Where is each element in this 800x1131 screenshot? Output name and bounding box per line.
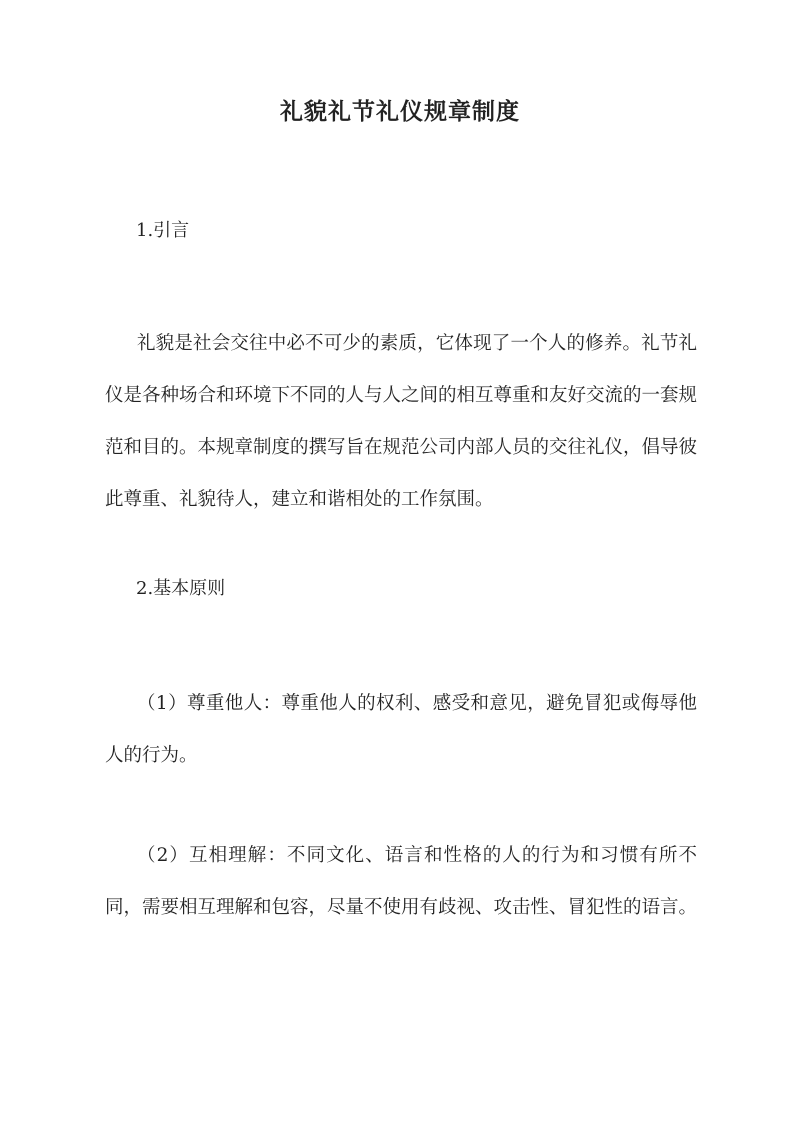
document-title: 礼貌礼节礼仪规章制度 — [280, 98, 520, 125]
section-heading-introduction: 1.引言 — [136, 220, 190, 241]
paragraph-principle-understanding: （2）互相理解：不同文化、语言和性格的人的行为和习惯有所不同，需要相互理解和包容，尽量不使用有歧视、攻击性、冒犯性的语言。 — [105, 845, 698, 918]
section-heading-basic-principles: 2.基本原则 — [136, 578, 226, 599]
paragraph-introduction: 礼貌是社会交往中必不可少的素质，它体现了一个人的修养。礼节礼仪是各种场合和环境下不同的人与人之间的相互尊重和友好交流的一套规范和目的。本规章制度的撰写旨在规范公司内部人员的交往礼仪，倡导彼此尊重、礼貌待人，建立和谐相处的工作氛围。 — [105, 333, 698, 510]
paragraph-principle-respect: （1）尊重他人：尊重他人的权利、感受和意见，避免冒犯或侮辱他人的行为。 — [105, 693, 697, 766]
